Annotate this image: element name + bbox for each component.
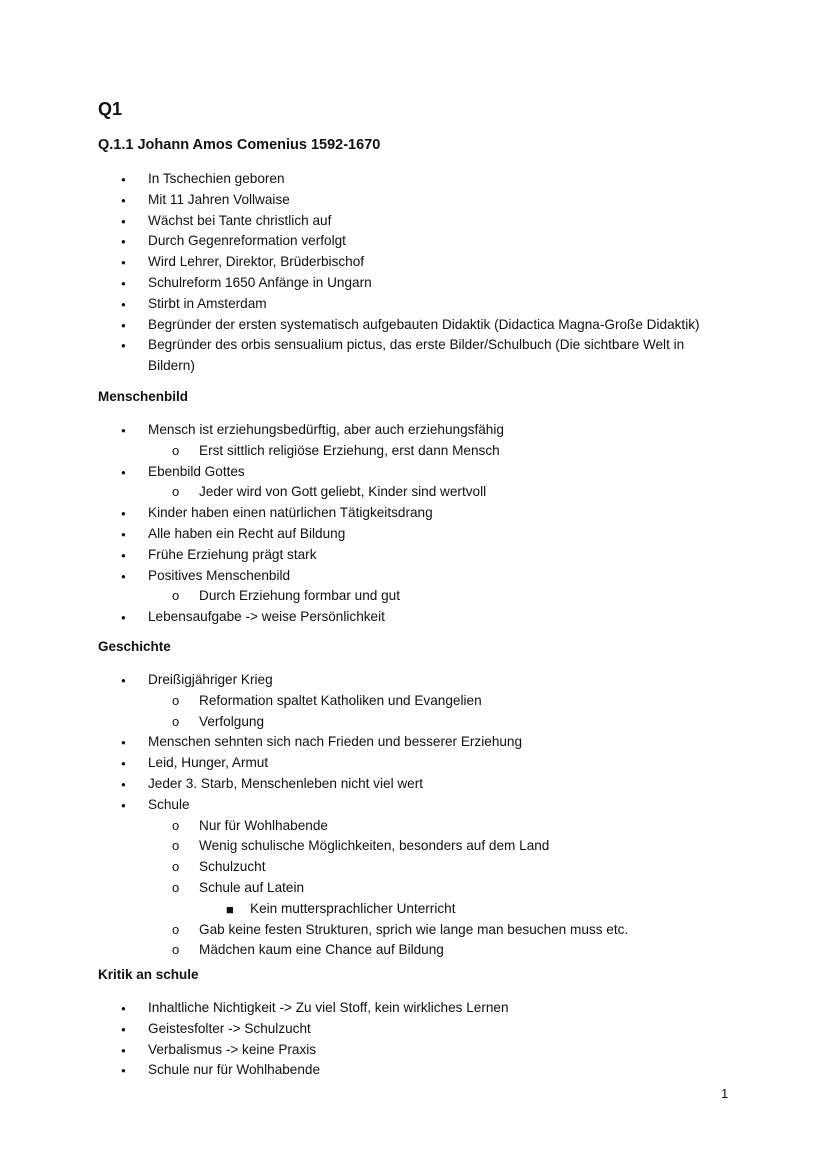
list-item xyxy=(0,691,760,712)
bullet-dot-icon: ● xyxy=(121,779,126,789)
list-item xyxy=(0,524,760,545)
list-item xyxy=(0,211,760,232)
list-item-text: Wenig schulische Möglichkeiten, besonders auf dem Land xyxy=(199,838,550,854)
list-item-text: Kein muttersprachlicher Unterricht xyxy=(250,900,456,916)
heading-kritik: Kritik an schule xyxy=(98,967,199,982)
list-item xyxy=(0,836,760,857)
list-item xyxy=(0,503,760,524)
list-item-text: Nur für Wohlhabende xyxy=(199,817,328,833)
list-item xyxy=(0,753,760,774)
section-title: Q.1.1 Johann Amos Comenius 1592-1670 xyxy=(98,137,381,153)
bullet-dot-icon: ● xyxy=(121,299,126,309)
list-item xyxy=(0,315,760,336)
list-item-text: Verfolgung xyxy=(199,713,265,729)
bullet-circle-icon: o xyxy=(172,879,180,895)
list-item-text: Menschen sehnten sich nach Frieden und besserer Erziehung xyxy=(148,734,523,750)
bullet-dot-icon: ● xyxy=(121,613,126,623)
bullet-dot-icon: ● xyxy=(121,1066,126,1076)
list-item-text: Schule nur für Wohlhabende xyxy=(148,1062,321,1078)
list-item-text: Geistesfolter -> Schulzucht xyxy=(148,1020,311,1036)
list-item-text: Lebensaufgabe -> weise Persönlichkeit xyxy=(148,609,385,625)
heading-geschichte: Geschichte xyxy=(98,639,171,654)
list-item-text: Positives Menschenbild xyxy=(148,567,291,583)
list-item-text: Dreißigjähriger Krieg xyxy=(148,672,273,687)
list-item-text: Ebenbild Gottes xyxy=(148,463,245,479)
bullet-circle-icon: o xyxy=(172,692,180,708)
list-item xyxy=(0,607,760,628)
list-item xyxy=(0,878,760,899)
list-item-text: Schule xyxy=(148,796,190,812)
list-item-text: Jeder wird von Gott geliebt, Kinder sind wertvoll xyxy=(199,484,487,500)
list-item-text: Mit 11 Jahren Vollwaise xyxy=(148,191,290,207)
bullet-dot-icon: ● xyxy=(121,195,126,205)
bullet-square-icon: ■ xyxy=(226,901,234,917)
bullet-dot-icon: ● xyxy=(121,676,126,685)
list-item-text: Stirbt in Amsterdam xyxy=(148,295,267,311)
list-item-text: Durch Gegenreformation verfolgt xyxy=(148,233,346,249)
bullet-dot-icon: ● xyxy=(121,216,126,226)
bullet-circle-icon: o xyxy=(172,942,180,958)
list-item xyxy=(0,998,760,1019)
bullet-circle-icon: o xyxy=(172,588,180,604)
list-item xyxy=(0,899,760,920)
list-item-text: Inhaltliche Nichtigkeit -> Zu viel Stoff, kein wirkliches Lernen xyxy=(148,1000,509,1015)
list-item-text: Verbalismus -> keine Praxis xyxy=(148,1041,317,1057)
bullet-circle-icon: o xyxy=(172,838,180,854)
list-item-text: Schulzucht xyxy=(199,859,266,875)
list-item-text: Kinder haben einen natürlichen Tätigkeitsdrang xyxy=(148,505,433,521)
bullet-dot-icon: ● xyxy=(121,237,126,247)
bullet-dot-icon: ● xyxy=(121,467,126,477)
bullet-list-geschichte xyxy=(0,670,760,961)
list-item xyxy=(0,774,760,795)
bullet-circle-icon: o xyxy=(172,817,180,833)
bullet-dot-icon: ● xyxy=(121,759,126,769)
bullet-dot-icon: ● xyxy=(121,1045,126,1055)
page-number: 1 xyxy=(721,1086,729,1101)
list-item xyxy=(0,920,760,941)
bullet-circle-icon: o xyxy=(172,859,180,875)
list-item xyxy=(0,231,760,252)
list-item xyxy=(0,441,760,462)
list-item-text: Erst sittlich religiöse Erziehung, erst dann Mensch xyxy=(199,442,500,458)
list-item xyxy=(0,940,760,961)
list-item xyxy=(0,1019,760,1040)
list-item-text: Mensch ist erziehungsbedürftig, aber auch erziehungsfähig xyxy=(148,422,504,437)
list-item xyxy=(0,335,760,377)
list-item xyxy=(0,462,760,483)
list-item-text: In Tschechien geboren xyxy=(148,171,285,186)
bullet-dot-icon: ● xyxy=(121,529,126,539)
list-item xyxy=(0,795,760,816)
page-title: Q1 xyxy=(98,99,123,119)
list-item xyxy=(0,816,760,837)
list-item-text: Gab keine festen Strukturen, sprich wie lange man besuchen muss etc. xyxy=(199,921,629,937)
list-item-text: Begründer des orbis sensualium pictus, das erste Bilder/Schulbuch (Die sichtbare Welt in Bildern) xyxy=(148,337,685,374)
list-item-text: Mädchen kaum eine Chance auf Bildung xyxy=(199,942,444,958)
list-item xyxy=(0,190,760,211)
bullet-dot-icon: ● xyxy=(121,509,126,519)
bullet-dot-icon: ● xyxy=(121,800,126,810)
bullet-circle-icon: o xyxy=(172,484,180,500)
list-item-text: Schule auf Latein xyxy=(199,879,305,895)
bullet-dot-icon: ● xyxy=(121,320,126,330)
list-item xyxy=(0,1060,760,1081)
bullet-dot-icon: ● xyxy=(121,550,126,560)
list-item xyxy=(0,732,760,753)
list-item xyxy=(0,420,760,441)
bullet-dot-icon: ● xyxy=(121,426,126,435)
list-item xyxy=(0,273,760,294)
list-item xyxy=(0,294,760,315)
list-item-text: Durch Erziehung formbar und gut xyxy=(199,588,400,604)
bullet-dot-icon: ● xyxy=(121,571,126,581)
bullet-dot-icon: ● xyxy=(121,175,126,184)
list-item xyxy=(0,252,760,273)
bullet-circle-icon: o xyxy=(172,713,180,729)
list-item-text: Alle haben ein Recht auf Bildung xyxy=(148,525,346,541)
heading-menschenbild: Menschenbild xyxy=(98,389,189,404)
bullet-circle-icon: o xyxy=(172,921,180,937)
list-item-text: Leid, Hunger, Armut xyxy=(148,755,269,771)
list-item-text: Frühe Erziehung prägt stark xyxy=(148,546,317,562)
bullet-dot-icon: ● xyxy=(121,1004,126,1013)
list-item xyxy=(0,1040,760,1061)
list-item-text: Jeder 3. Starb, Menschenleben nicht viel wert xyxy=(148,775,424,791)
list-item xyxy=(0,857,760,878)
list-item-text: Begründer der ersten systematisch aufgebauten Didaktik (Didactica Magna-Große Didaktik) xyxy=(148,316,700,332)
list-item xyxy=(0,482,760,503)
list-item xyxy=(0,586,760,607)
list-item xyxy=(0,169,760,190)
bullet-dot-icon: ● xyxy=(121,278,126,288)
bullet-list-biography xyxy=(0,169,760,377)
list-item-text: Wird Lehrer, Direktor, Brüderbischof xyxy=(148,254,365,270)
bullet-list-menschenbild xyxy=(0,420,760,628)
bullet-dot-icon: ● xyxy=(121,258,126,268)
list-item-text: Wächst bei Tante christlich auf xyxy=(148,212,332,228)
list-item-text: Reformation spaltet Katholiken und Evangelien xyxy=(199,692,482,708)
list-item xyxy=(0,670,760,691)
list-item-text: Schulreform 1650 Anfänge in Ungarn xyxy=(148,274,372,290)
bullet-circle-icon: o xyxy=(172,442,180,458)
bullet-dot-icon: ● xyxy=(121,1024,126,1034)
bullet-list-kritik xyxy=(0,998,760,1081)
list-item xyxy=(0,712,760,733)
list-item xyxy=(0,566,760,587)
bullet-dot-icon: ● xyxy=(121,341,126,351)
list-item xyxy=(0,545,760,566)
bullet-dot-icon: ● xyxy=(121,738,126,748)
